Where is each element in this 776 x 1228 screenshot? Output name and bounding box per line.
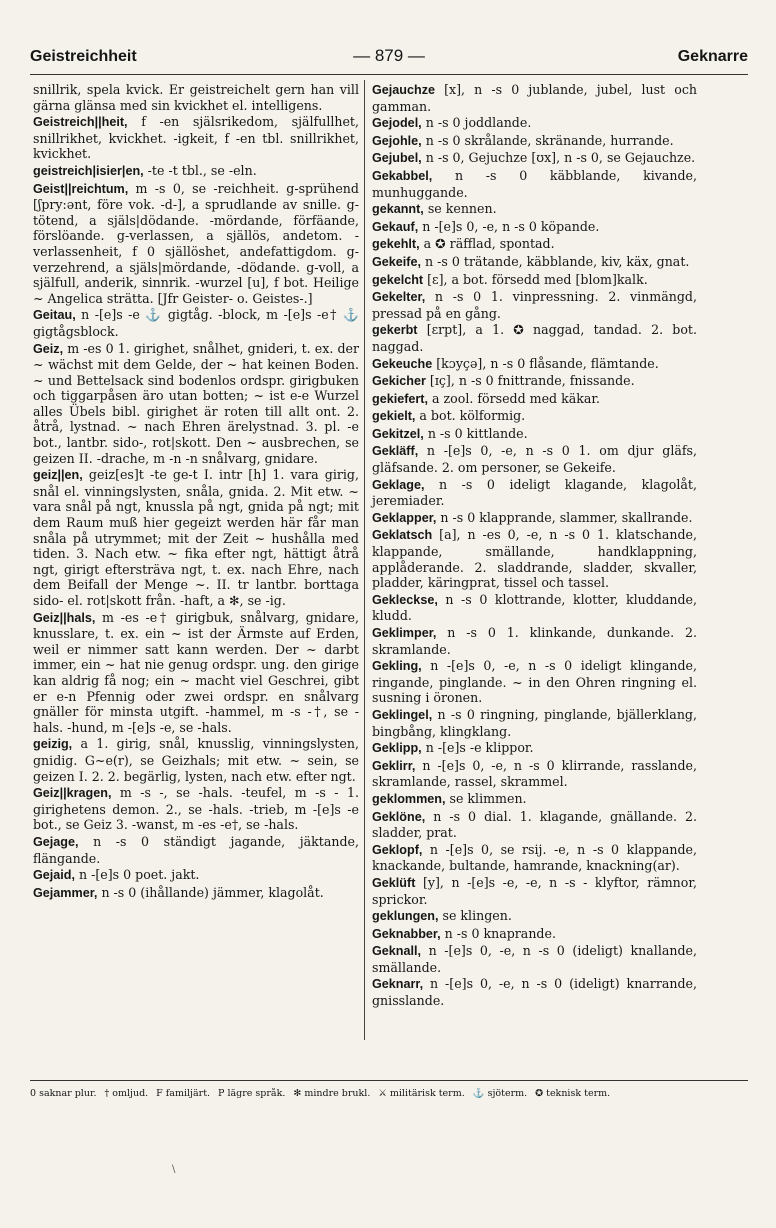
entry-headword: Geklipp,	[372, 741, 422, 756]
dictionary-entry	[372, 426, 697, 443]
dictionary-entry	[372, 740, 697, 757]
entry-headword: Geklatsch	[372, 528, 433, 543]
entry-definition: se klimmen.	[449, 790, 527, 806]
entry-definition: geiz[es]t -te ge-t I. intr [h] 1. vara girig, snål el. vinningslysten, snåla, gnida. 2. Mit etw. ~ vara snål på ngt, knussla på ngt, gnida på ngt; mit dem Raum muß hier gegeizt werden här får man snåla på utrymmet; mit der Zeit ~ hushålla med tiden. 3. Nach etw. ~ fika efter ngt, hättigt åtrå ngt, girigt eftersträva ngt, t. ex. nach Ehre, nach dem Beifall der Menge ~. II. tr lantbr. borttaga sido- el. rot|skott från. -haft, a ✻, se -ig.	[33, 467, 359, 608]
entry-definition: snillrik, spela kvick. Er geistreichelt gern han vill gärna glänsa med sin kvickhet el. intelligens.	[33, 82, 359, 113]
dictionary-entry	[372, 926, 697, 943]
dictionary-entry	[372, 592, 697, 624]
entry-definition: n -s 0 1. klinkande, dunkande. 2. skramlande.	[372, 625, 697, 657]
header-rule	[30, 74, 748, 75]
entry-definition: n -s 0 1. vinpressning. 2. vinmängd, pressad på en gång.	[372, 289, 697, 321]
entry-definition: n -[e]s 0 poet. jakt.	[79, 867, 200, 883]
entry-definition: n -s 0 ideligt klagande, klagolåt, jeremiader.	[372, 476, 697, 509]
entry-headword: Geknarr,	[372, 977, 424, 992]
entry-definition: n -s 0 ringning, pinglande, bjällerklang, bingbång, klingklang.	[372, 706, 697, 739]
entry-definition: m -es -e† girigbuk, snålvarg, gnidare, knusslare, t. ex. ein ~ ist der Ärmste auf Erden, weil er nimmer satt kann werden. Der ~ darbt immer, ein ~ hat nie genug ordspr. ung. den girige kan aldrig få nog; ein ~ macht viel Geschrei, gibt er e-n Pfennig oder zwei ordspr. en snålvarg gnäller för minsta utgift. -hammel, m -s -†, se -hals. -hund, m -[e]s -e, se -hals.	[33, 609, 359, 735]
legend-item: ✪ teknisk term.	[535, 1088, 611, 1099]
entry-headword: geklommen,	[372, 791, 446, 806]
dictionary-entry	[33, 114, 359, 162]
entry-definition: n -[e]s 0, -e, n -s 0 köpande.	[422, 218, 600, 234]
dictionary-entry	[372, 408, 697, 425]
legend-item: ✻ mindre brukl.	[293, 1088, 371, 1099]
entry-headword: gekiefert,	[372, 391, 428, 406]
entry-headword: gekielt,	[372, 409, 416, 424]
entry-definition: a ✪ räfflad, spontad.	[423, 236, 555, 252]
entry-headword: Geklopf,	[372, 842, 423, 857]
entry-definition: a zool. försedd med käkar.	[432, 390, 601, 406]
entry-headword: Geklage,	[372, 477, 425, 492]
entry-definition: n -s 0 dial. 1. klagande, gnällande. 2. sladder, prat.	[372, 808, 697, 841]
dictionary-entry	[33, 341, 359, 467]
entry-headword: Gejauchze	[372, 83, 435, 97]
entry-headword: geizig,	[33, 737, 73, 752]
entry-headword: Gekitzel,	[372, 426, 424, 441]
dictionary-entry	[33, 736, 359, 784]
dictionary-entry	[372, 373, 697, 390]
dictionary-entry	[33, 610, 359, 736]
entry-headword: Geklapper,	[372, 510, 437, 525]
entry-definition: n -s 0 käbblande, kivande, munhuggande.	[372, 167, 697, 200]
dictionary-entry	[372, 168, 697, 200]
entry-definition: n -[e]s 0, -e, n -s 0 ideligt klingande, ringande, pinglande. ~ in den Ohren ringning el. susning i öronen.	[372, 658, 697, 706]
entry-definition: n -[e]s -e klippor.	[425, 740, 534, 756]
entry-headword: Geitau,	[33, 308, 76, 323]
dictionary-entry	[372, 707, 697, 739]
column-divider	[364, 80, 365, 1040]
entry-definition: n -s 0 skrålande, skränande, hurrande.	[425, 132, 674, 148]
entry-definition: se klingen.	[442, 908, 512, 924]
entry-headword: Gejohle,	[372, 133, 422, 148]
entry-headword: Geknabber,	[372, 926, 441, 941]
dictionary-entry	[33, 467, 359, 608]
entry-definition: n -[e]s 0, -e, n -s 0 (ideligt) knarrande, gnisslande.	[372, 976, 697, 1009]
entry-definition: n -s 0 knaprande.	[444, 925, 556, 941]
entry-definition: [ɛ], a bot. försedd med [blom]kalk.	[427, 271, 648, 287]
entry-definition: se kennen.	[427, 201, 497, 217]
dictionary-entry	[372, 809, 697, 841]
entry-definition: [ɛrpt], a 1. ✪ naggad, tandad. 2. bot. naggad.	[372, 322, 697, 354]
entry-headword: gekannt,	[372, 202, 424, 217]
entry-definition: [y], n -[e]s -e, -e, n -s - klyftor, rämnor, sprickor.	[372, 874, 697, 907]
entry-headword: gekerbt	[372, 323, 418, 338]
entry-definition: [x], n -s 0 jublande, jubel, lust och gamman.	[372, 82, 697, 114]
entry-headword: Geistreich||heit,	[33, 115, 128, 130]
entry-definition: a bot. kölformig.	[419, 408, 526, 424]
entry-headword: Gejaid,	[33, 868, 75, 883]
entry-definition: [ɪç], n -s 0 fnittrande, fnissande.	[429, 373, 635, 389]
entry-definition: m -s -, se -hals. -teufel, m -s - 1. girighetens demon. 2., se -hals. -trieb, m -[e]s -e bot., se Geiz 3. -wanst, m -es -e†, se -hals.	[33, 785, 359, 833]
dictionary-entry	[372, 236, 697, 253]
legend-item: † omljud.	[104, 1088, 149, 1099]
entry-headword: gekehlt,	[372, 237, 420, 252]
entry-headword: Geknall,	[372, 944, 421, 959]
page-header	[30, 44, 748, 70]
dictionary-entry	[372, 758, 697, 790]
dictionary-entry	[33, 307, 359, 339]
entry-definition: n -[e]s 0, -e, n -s 0 1. om djur gläfs, gläfsande. 2. om personer, se Gekeife.	[372, 443, 697, 476]
entry-headword: Gekeuche	[372, 356, 433, 371]
legend-item: 0 saknar plur.	[30, 1088, 97, 1099]
legend-item: F familjärt.	[156, 1088, 211, 1099]
entry-headword: Gejage,	[33, 834, 79, 849]
entry-definition: f -en själsrikedom, själfullhet, snillrikhet, kvickhet. -igkeit, f -en tbl. snillrikhet, kvickhet.	[33, 114, 359, 162]
dictionary-entry	[372, 510, 697, 527]
entry-headword: Gekauf,	[372, 219, 419, 234]
dictionary-entry	[372, 201, 697, 218]
right-column	[372, 82, 697, 1010]
entry-headword: Gekicher	[372, 374, 426, 389]
dictionary-entry	[372, 943, 697, 975]
entry-definition: n -[e]s 0, -e, n -s 0 (ideligt) knallande, smällande.	[372, 943, 697, 975]
entry-headword: Gejubel,	[372, 151, 422, 166]
dictionary-entry	[372, 625, 697, 657]
entry-headword: Geklimper,	[372, 626, 437, 640]
entry-headword: geiz||en,	[33, 468, 83, 483]
stray-mark: \	[172, 1164, 176, 1175]
dictionary-entry	[33, 82, 359, 113]
dictionary-entry	[372, 391, 697, 408]
entry-definition: n -s 0 trätande, käbblande, kiv, käx, gnat.	[425, 253, 690, 269]
dictionary-entry	[33, 834, 359, 866]
dictionary-entry	[33, 885, 359, 902]
entry-definition: n -s 0 kittlande.	[427, 425, 528, 441]
running-head-right: Geknarre	[677, 48, 748, 65]
dictionary-entry	[372, 133, 697, 150]
entry-headword: Geiz,	[33, 341, 64, 356]
entry-definition: m -es 0 1. girighet, snålhet, gniderі, t. ex. der ~ wächst mit dem Gelde, der ~ hat keinen Boden. ~ und Bettelsack sind bodenlos ordspr. girigbuken och tiggarpåsen äro utan botten; ~ ist e-e Wurzel alles Übels bibl. girighet är roten till allt ont. 2. åtrå, lystnad. ~ nach Ehren ärelystnad. 3. pl. -e bot., lantbr. sido-, rot|skott. Den ~ ausbrechen, se geizen II. -drache, m -n -n snålvarg, gnidare.	[33, 340, 359, 466]
dictionary-entry	[372, 791, 697, 808]
abbreviation-legend	[30, 1088, 748, 1100]
entry-definition: n -s 0 klottrande, klotter, kluddande, kludd.	[372, 591, 697, 624]
entry-headword: Geiz||hals,	[33, 610, 96, 625]
entry-definition: n -[e]s 0, -e, n -s 0 klirrande, rasslande, skramlande, rassel, skrammel.	[372, 757, 697, 790]
dictionary-entry	[372, 875, 697, 907]
entry-definition: a 1. girig, snål, knusslig, vinningslysten, gnidig. G~e(r), se Geizhals; mit etw. ~ sein, se geizen I. 2. 2. begärlig, lysten, nach etw. efter ngt.	[33, 736, 359, 784]
entry-definition: n -[e]s 0, se rsij. -e, n -s 0 klappande, knackande, bultande, hamrande, knackning(ar).	[372, 841, 698, 874]
entry-headword: Gekeife,	[372, 254, 422, 269]
dictionary-entry	[372, 289, 697, 321]
footer-rule	[30, 1080, 748, 1081]
entry-definition: n -s 0 joddlande.	[425, 115, 532, 131]
legend-item: P lägre språk.	[218, 1088, 286, 1099]
entry-definition: n -s 0 (ihållande) jämmer, klagolåt.	[101, 884, 324, 900]
entry-headword: gekelcht	[372, 272, 424, 287]
dictionary-entry	[372, 842, 697, 874]
dictionary-entry	[372, 82, 697, 114]
dictionary-entry	[372, 115, 697, 132]
entry-definition: m -s 0, se -reichheit. g-sprühend [ʃpry:ənt, före vok. -d-], a sprudlande av snille. g-tötend, a själs|dödande. -mördande, förfäande, förslöande. g-verlassen, a själlös, andetom. -verlassenheit, f 0 själlöshet, andefattigdom. g-verzehrend, a själs|mördande, -dödande. g-voll, a själfull, anderik, sinnrik. -wurzel [u], f bot. Heilige ~ Angelica strätta. [Jfr Geister- o. Geistes-.]	[33, 180, 359, 306]
dictionary-entry	[372, 272, 697, 289]
dictionary-entry	[372, 219, 697, 236]
dictionary-entry	[372, 150, 697, 167]
dictionary-entry	[372, 527, 697, 590]
entry-headword: Geiz||kragen,	[33, 786, 112, 801]
dictionary-entry	[33, 181, 359, 307]
entry-headword: Geklöne,	[372, 809, 426, 824]
entry-definition: n -s 0 klapprande, slammer, skallrande.	[440, 509, 693, 525]
entry-headword: geistreich|isier|en,	[33, 163, 144, 178]
dictionary-entry	[372, 976, 697, 1008]
entry-headword: Gekläff,	[372, 444, 419, 459]
entry-headword: Gejammer,	[33, 885, 98, 900]
dictionary-entry	[372, 254, 697, 271]
entry-headword: geklungen,	[372, 909, 439, 924]
entry-definition: [kɔyçə], n -s 0 flåsande, flämtande.	[436, 355, 659, 371]
entry-headword: Gekelter,	[372, 290, 426, 305]
entry-headword: Gekabbel,	[372, 168, 433, 183]
entry-headword: Geist||reichtum,	[33, 181, 129, 196]
dictionary-entry	[372, 477, 697, 509]
entry-headword: Gekling,	[372, 659, 422, 674]
entry-definition: -te -t tbl., se -eln.	[147, 162, 257, 178]
running-head-left: Geistreichheit	[30, 48, 137, 65]
legend-item: ⚓ sjöterm.	[472, 1088, 528, 1099]
entry-headword: Geklingel,	[372, 707, 433, 722]
dictionary-entry	[372, 443, 697, 475]
entry-definition: [a], n -es 0, -e, n -s 0 1. klatschande, klappande, smällande, handklappning, applåderande. 2. sladdrande, sladder, skvaller, pladder, käringprat, tissel och tassel.	[372, 527, 697, 591]
left-column	[33, 82, 359, 902]
entry-headword: Geklüft	[372, 875, 416, 890]
dictionary-entry	[372, 356, 697, 373]
dictionary-entry	[372, 322, 697, 354]
entry-definition: n -s 0 ständigt jagande, jäktande, flängande.	[33, 833, 359, 866]
entry-definition: n -s 0, Gejuchze [ʊx], n -s 0, se Gejauchze.	[425, 150, 696, 166]
dictionary-entry	[372, 908, 697, 925]
page-number: — 879 —	[353, 46, 425, 65]
dictionary-entry	[372, 658, 697, 706]
legend-item: ⚔ militärisk term.	[378, 1088, 465, 1099]
entry-headword: Gekleckse,	[372, 592, 438, 607]
dictionary-entry	[33, 163, 359, 180]
entry-definition: n -[e]s -e ⚓ gigtåg. -block, m -[e]s -e† ⚓ gigtågsblock.	[33, 307, 359, 339]
entry-headword: Gejodel,	[372, 116, 422, 131]
dictionary-entry	[33, 867, 359, 884]
entry-headword: Geklirr,	[372, 758, 416, 773]
dictionary-entry	[33, 785, 359, 833]
